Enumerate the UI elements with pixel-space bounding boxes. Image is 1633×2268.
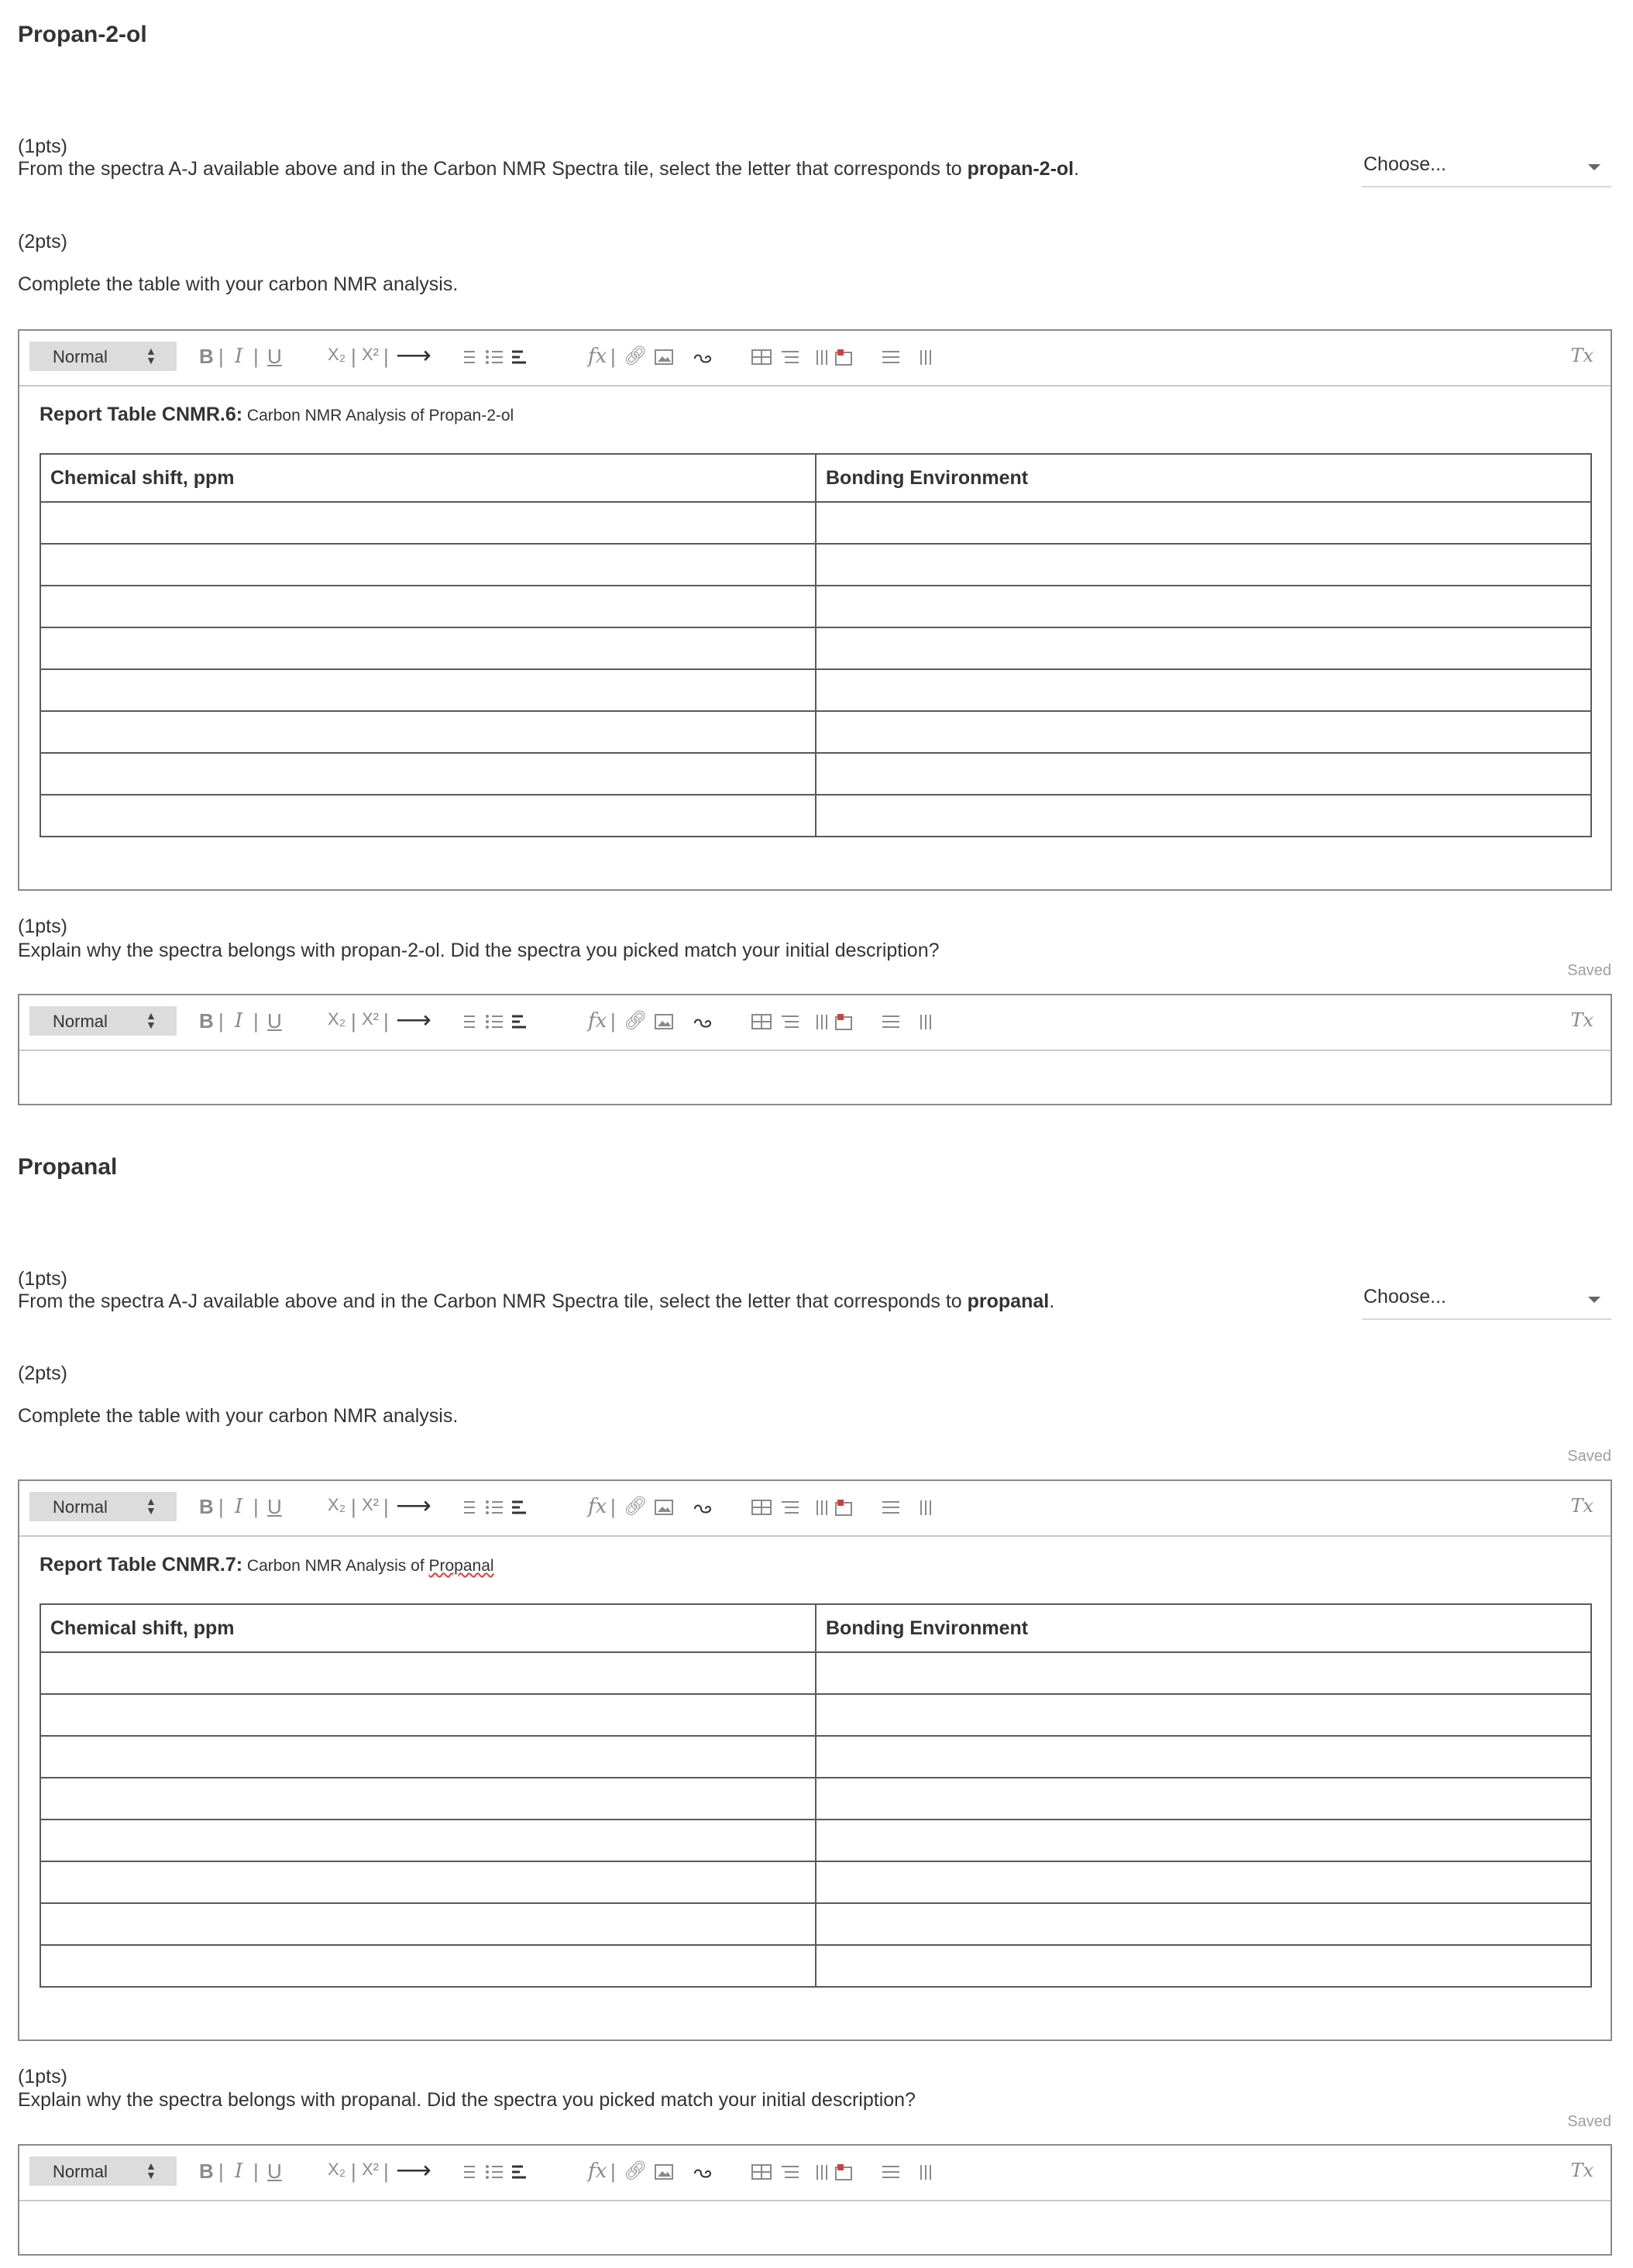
table-delete-tools-icon[interactable] — [879, 1012, 941, 1033]
table-row — [40, 1903, 1591, 1945]
chemical-shift-cell[interactable] — [40, 1945, 816, 1987]
underline-button[interactable]: U — [267, 2160, 282, 2183]
paragraph-format-select[interactable]: Normal ▲ ▼ — [29, 342, 177, 371]
paragraph-format-select[interactable]: Normal ▲ ▼ — [29, 1492, 177, 1521]
misspelled-word: Propanal — [428, 1557, 494, 1575]
bonding-environment-cell[interactable] — [816, 1861, 1591, 1903]
formula-button[interactable]: fx — [588, 1009, 607, 1033]
saved-status: Saved — [1567, 2113, 1611, 2130]
table-caption: Report Table CNMR.6: Carbon NMR Analysis of Propan-2-ol — [40, 404, 514, 425]
underline-button[interactable]: U — [267, 1495, 282, 1518]
bonding-environment-cell[interactable] — [816, 1778, 1591, 1820]
bold-button[interactable]: B — [199, 345, 214, 368]
toolbar-separator: | — [610, 2160, 616, 2183]
bonding-environment-cell[interactable] — [816, 1945, 1591, 1987]
paragraph-format-select[interactable]: Normal ▲ ▼ — [29, 1006, 177, 1036]
toolbar-separator: | — [383, 1009, 389, 1033]
question-text: From the spectra A-J available above and in the Carbon NMR Spectra tile, select the letter that corresponds to propan-2-ol. — [18, 158, 1080, 180]
toolbar-separator: | — [218, 1495, 224, 1518]
editor-toolbar — [19, 2146, 1611, 2201]
column-header: Bonding Environment — [816, 454, 1591, 502]
toolbar-separator: | — [351, 1009, 356, 1033]
question-text: Explain why the spectra belongs with propanal. Did the spectra you picked match your initial description? — [18, 2089, 916, 2111]
bonding-environment-cell[interactable] — [816, 795, 1591, 837]
column-header: Chemical shift, ppm — [40, 454, 816, 502]
superscript-button[interactable]: X² — [362, 345, 379, 364]
clear-formatting-button[interactable]: Tx — [1570, 1495, 1593, 1517]
question-points: (1pts) — [18, 2066, 67, 2088]
updown-arrows-icon: ▲ ▼ — [146, 345, 156, 366]
list-buttons-icon[interactable] — [458, 1498, 528, 1518]
subscript-button[interactable]: X₂ — [328, 1495, 346, 1514]
arrow-button[interactable]: ⟶ — [396, 341, 431, 369]
toolbar-separator: | — [383, 345, 389, 368]
bold-button[interactable]: B — [199, 2160, 214, 2183]
toolbar-separator: | — [383, 1495, 389, 1518]
chemical-shift-cell[interactable] — [40, 502, 816, 544]
attachment-icon[interactable] — [690, 1015, 717, 1031]
italic-button[interactable]: I — [235, 345, 243, 368]
bonding-environment-cell[interactable] — [816, 502, 1591, 544]
formula-button[interactable]: fx — [588, 2160, 607, 2183]
table-row — [40, 627, 1591, 669]
link-icon[interactable]: 🔗︎ — [624, 1010, 648, 1031]
chemical-shift-cell[interactable] — [40, 1778, 816, 1820]
clear-formatting-button[interactable]: Tx — [1570, 2160, 1593, 2181]
chemical-shift-cell[interactable] — [40, 627, 816, 669]
table-row — [40, 753, 1591, 795]
question-points: (2pts) — [18, 231, 67, 253]
bonding-environment-cell[interactable] — [816, 711, 1591, 753]
bonding-environment-cell[interactable] — [816, 1820, 1591, 1861]
question-points: (1pts) — [18, 136, 67, 157]
table-tools-icon[interactable] — [751, 348, 867, 368]
bonding-environment-cell[interactable] — [816, 544, 1591, 586]
bonding-environment-cell[interactable] — [816, 753, 1591, 795]
toolbar-separator: | — [218, 2160, 224, 2183]
attachment-icon[interactable] — [690, 1501, 717, 1517]
saved-status: Saved — [1567, 962, 1611, 979]
answer-select[interactable]: Choose... — [1362, 1284, 1611, 1320]
section-title: Propan-2-ol — [18, 22, 147, 47]
subscript-button[interactable]: X₂ — [328, 1009, 346, 1029]
table-row — [40, 1820, 1591, 1861]
formula-button[interactable]: fx — [588, 345, 607, 368]
arrow-button[interactable]: ⟶ — [396, 1005, 431, 1033]
updown-arrows-icon: ▲ ▼ — [146, 1009, 156, 1031]
superscript-button[interactable]: X² — [362, 2160, 379, 2179]
toolbar-separator: | — [383, 2160, 389, 2183]
image-icon[interactable] — [655, 349, 673, 365]
compound-name: propanal — [967, 1290, 1050, 1312]
attachment-icon[interactable] — [690, 2166, 717, 2181]
editor-toolbar — [19, 995, 1611, 1051]
table-tools-icon[interactable] — [751, 1498, 867, 1518]
rich-text-editor[interactable] — [18, 2144, 1612, 2256]
editor-toolbar — [19, 1481, 1611, 1537]
analysis-table[interactable] — [40, 453, 1592, 837]
bonding-environment-cell[interactable] — [816, 1903, 1591, 1945]
chemical-shift-cell[interactable] — [40, 1861, 816, 1903]
table-row — [40, 1736, 1591, 1778]
toolbar-separator: | — [351, 2160, 356, 2183]
toolbar-separator: | — [218, 1009, 224, 1033]
table-row — [40, 1945, 1591, 1987]
table-row — [40, 586, 1591, 627]
bonding-environment-cell[interactable] — [816, 1652, 1591, 1694]
toolbar-separator: | — [253, 345, 259, 368]
arrow-button[interactable]: ⟶ — [396, 1491, 431, 1519]
table-row — [40, 795, 1591, 837]
link-icon[interactable]: 🔗︎ — [624, 345, 648, 366]
list-buttons-icon[interactable] — [458, 348, 528, 368]
chemical-shift-cell[interactable] — [40, 1820, 816, 1861]
toolbar-separator: | — [351, 345, 356, 368]
table-caption: Report Table CNMR.7: Carbon NMR Analysis of Propanal — [40, 1554, 494, 1576]
toolbar-separator: | — [610, 1009, 616, 1033]
column-header: Bonding Environment — [816, 1604, 1591, 1652]
chemical-shift-cell[interactable] — [40, 669, 816, 711]
list-buttons-icon[interactable] — [458, 2163, 528, 2183]
link-icon[interactable]: 🔗︎ — [624, 1496, 648, 1517]
question-points: (1pts) — [18, 916, 67, 937]
rich-text-editor[interactable] — [18, 994, 1612, 1105]
question-text: Explain why the spectra belongs with propan-2-ol. Did the spectra you picked match your initial description? — [18, 940, 940, 961]
chemical-shift-cell[interactable] — [40, 1694, 816, 1736]
toolbar-separator: | — [351, 1495, 356, 1518]
chemical-shift-cell[interactable] — [40, 586, 816, 627]
rich-text-editor[interactable] — [18, 1479, 1612, 2041]
italic-button[interactable]: I — [235, 1495, 243, 1518]
table-row — [40, 544, 1591, 586]
caret-down-icon — [1588, 164, 1600, 170]
bonding-environment-cell[interactable] — [816, 627, 1591, 669]
table-delete-tools-icon[interactable] — [879, 348, 941, 368]
table-row — [40, 502, 1591, 544]
table-row — [40, 1778, 1591, 1820]
paragraph-format-select[interactable]: Normal ▲ ▼ — [29, 2156, 177, 2186]
chemical-shift-cell[interactable] — [40, 711, 816, 753]
image-icon[interactable] — [655, 2164, 673, 2180]
superscript-button[interactable]: X² — [362, 1009, 379, 1029]
bonding-environment-cell[interactable] — [816, 669, 1591, 711]
table-row — [40, 1861, 1591, 1903]
editor-content[interactable] — [19, 2201, 1611, 2256]
section-title: Propanal — [18, 1154, 118, 1180]
subscript-button[interactable]: X₂ — [328, 2160, 346, 2179]
table-delete-tools-icon[interactable] — [879, 1498, 941, 1518]
saved-status: Saved — [1567, 1448, 1611, 1465]
editor-toolbar — [19, 331, 1611, 387]
bonding-environment-cell[interactable] — [816, 586, 1591, 627]
subscript-button[interactable]: X₂ — [328, 345, 346, 364]
italic-button[interactable]: I — [235, 1009, 243, 1033]
analysis-table[interactable] — [40, 1603, 1592, 1988]
chemical-shift-cell[interactable] — [40, 1903, 816, 1945]
underline-button[interactable]: U — [267, 1009, 282, 1033]
list-buttons-icon[interactable] — [458, 1012, 528, 1033]
table-row — [40, 711, 1591, 753]
table-row — [40, 1694, 1591, 1736]
question-points: (2pts) — [18, 1363, 67, 1384]
table-tools-icon[interactable] — [751, 2163, 867, 2183]
chemical-shift-cell[interactable] — [40, 753, 816, 795]
updown-arrows-icon: ▲ ▼ — [146, 2160, 156, 2181]
bonding-environment-cell[interactable] — [816, 1736, 1591, 1778]
answer-select[interactable]: Choose... — [1362, 152, 1611, 187]
attachment-icon[interactable] — [690, 351, 717, 366]
bold-button[interactable]: B — [199, 1009, 214, 1033]
clear-formatting-button[interactable]: Tx — [1570, 1009, 1593, 1031]
link-icon[interactable]: 🔗︎ — [624, 2160, 648, 2181]
toolbar-separator: | — [610, 345, 616, 368]
updown-arrows-icon: ▲ ▼ — [146, 1495, 156, 1517]
table-delete-tools-icon[interactable] — [879, 2163, 941, 2183]
toolbar-separator: | — [253, 2160, 259, 2183]
clear-formatting-button[interactable]: Tx — [1570, 345, 1593, 366]
image-icon[interactable] — [655, 1014, 673, 1029]
image-icon[interactable] — [655, 1500, 673, 1515]
underline-button[interactable]: U — [267, 345, 282, 368]
italic-button[interactable]: I — [235, 2160, 243, 2183]
chemical-shift-cell[interactable] — [40, 1736, 816, 1778]
formula-button[interactable]: fx — [588, 1495, 607, 1518]
column-header: Chemical shift, ppm — [40, 1604, 816, 1652]
compound-name: propan-2-ol — [967, 158, 1074, 180]
superscript-button[interactable]: X² — [362, 1495, 379, 1514]
toolbar-separator: | — [253, 1009, 259, 1033]
bonding-environment-cell[interactable] — [816, 1694, 1591, 1736]
question-text: From the spectra A-J available above and in the Carbon NMR Spectra tile, select the letter that corresponds to propanal. — [18, 1290, 1055, 1312]
arrow-button[interactable]: ⟶ — [396, 2156, 431, 2184]
chemical-shift-cell[interactable] — [40, 544, 816, 586]
editor-content[interactable] — [19, 1051, 1611, 1105]
question-text: Complete the table with your carbon NMR analysis. — [18, 273, 459, 295]
toolbar-separator: | — [610, 1495, 616, 1518]
chemical-shift-cell[interactable] — [40, 795, 816, 837]
caret-down-icon — [1588, 1297, 1600, 1303]
chemical-shift-cell[interactable] — [40, 1652, 816, 1694]
question-text: Complete the table with your carbon NMR analysis. — [18, 1405, 459, 1427]
table-row — [40, 1652, 1591, 1694]
toolbar-separator: | — [253, 1495, 259, 1518]
question-points: (1pts) — [18, 1268, 67, 1290]
bold-button[interactable]: B — [199, 1495, 214, 1518]
table-row — [40, 669, 1591, 711]
rich-text-editor[interactable] — [18, 329, 1612, 891]
toolbar-separator: | — [218, 345, 224, 368]
table-tools-icon[interactable] — [751, 1012, 867, 1033]
